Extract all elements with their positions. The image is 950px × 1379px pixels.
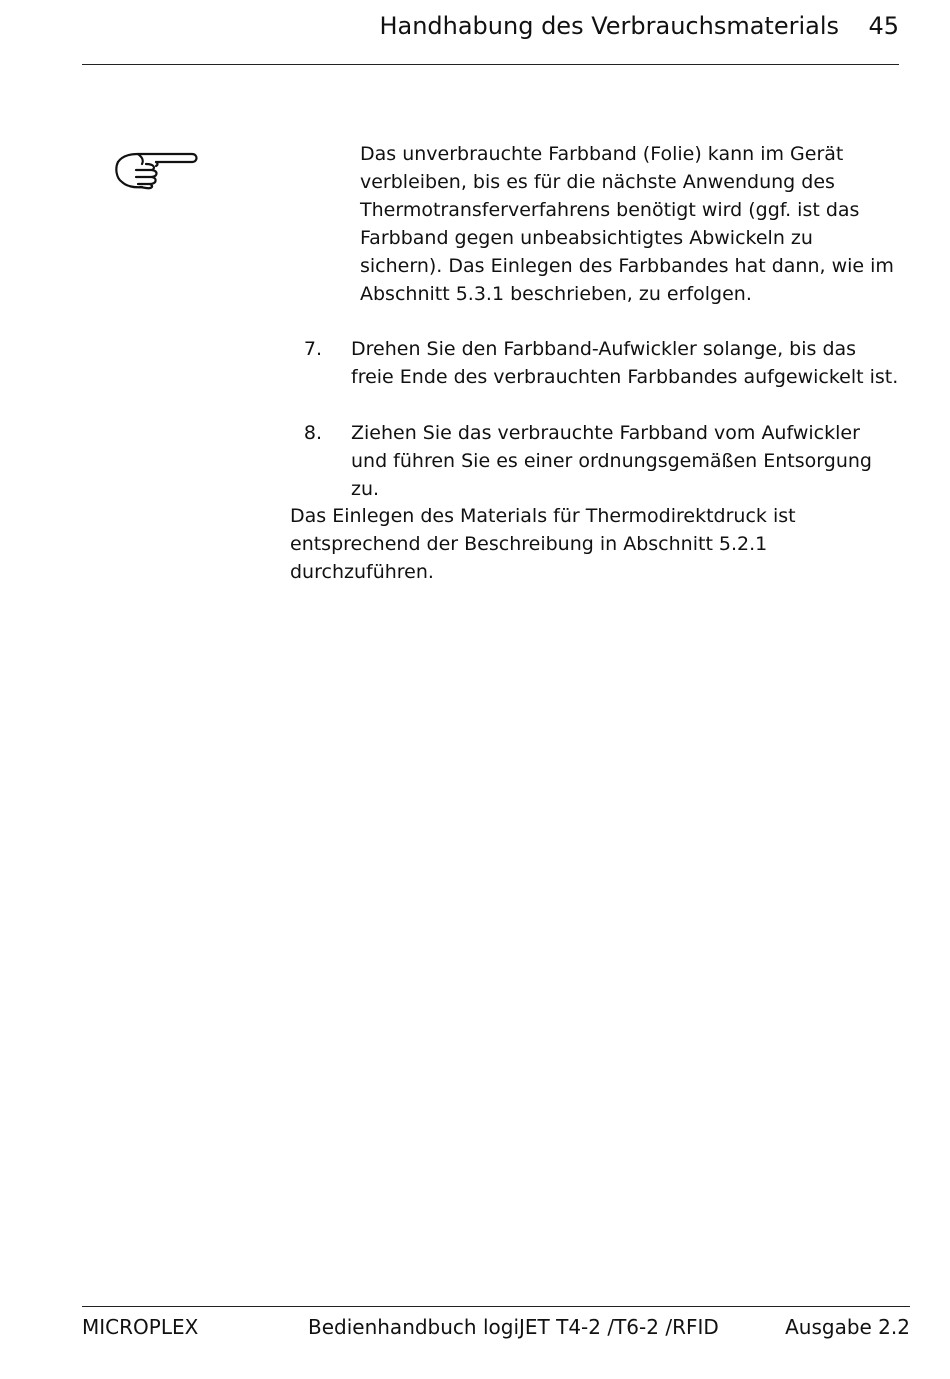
list-item xyxy=(290,335,900,391)
footer-divider xyxy=(82,1306,910,1307)
step-text: Ziehen Sie das verbrauchte Farbband vom Aufwickler und führen Sie es einer ordnungsgemäßen Entsorgung zu. xyxy=(351,422,872,500)
footer-manual-title: Bedienhandbuch logiJET T4-2 /T6-2 /RFID xyxy=(308,1315,719,1339)
list-item xyxy=(290,419,900,503)
page-footer xyxy=(82,1312,910,1342)
footer-edition: Ausgabe 2.2 xyxy=(785,1315,910,1339)
page-number: 45 xyxy=(868,12,899,40)
step-number: 8. xyxy=(303,422,322,444)
page-header xyxy=(82,8,899,65)
closing-paragraph: Das Einlegen des Materials für Thermodirektdruck ist entsprechend der Beschreibung in Abschnitt 5.2.1 durchzuführen. xyxy=(290,505,796,583)
footer-brand: MICROPLEX xyxy=(82,1315,199,1339)
step-number: 7. xyxy=(303,338,322,360)
note-text xyxy=(360,140,900,308)
pointing-hand-icon xyxy=(112,146,202,194)
note-paragraph: Das unverbrauchte Farbband (Folie) kann im Gerät verbleiben, bis es für die nächste Anwendung des Thermotransferverfahrens benötigt wird (ggf. ist das Farbband gegen unbeabsichtigtes Abwickeln zu sichern). Das Einlegen des Farbbandes hat dann, wie im Abschnitt 5.3.1 beschrieben, zu erfolgen. xyxy=(360,143,894,305)
header-title: Handhabung des Verbrauchsmaterials xyxy=(379,12,839,40)
step-text: Drehen Sie den Farbband-Aufwickler solange, bis das freie Ende des verbrauchten Farbbandes aufgewickelt ist. xyxy=(351,338,899,388)
